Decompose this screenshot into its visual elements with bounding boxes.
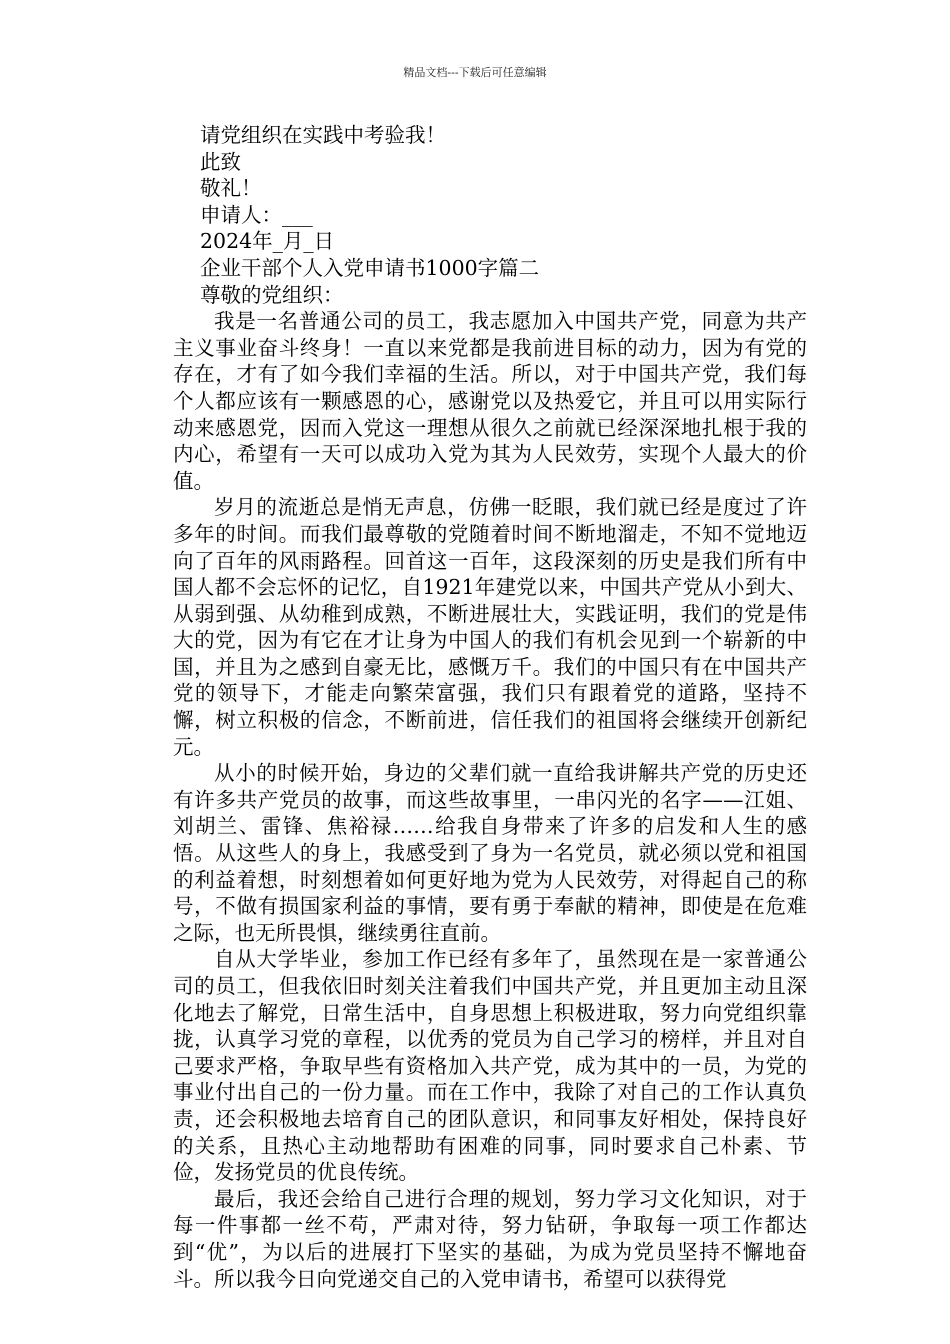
date-line: 2024年_月_日 bbox=[200, 229, 335, 254]
paragraph-2: 岁月的流逝总是悄无声息，仿佛一眨眼，我们就已经是度过了许多年的时间。而我们最尊敬的党随着时间不断地溜走，不知不觉地迈向了百年的风雨路程。回首这一百年，这段深刻的历史是我们所有中国人都不会忘怀的记忆，自1921年建党以来，中国共产党从小到大、从弱到强、从幼稚到成熟，不断进展壮大，实践证明，我们的党是伟大的党，因为有它在才让身为中国人的我们有机会见到一个崭新的中国，并且为之感到自豪无比，感慨万千。我们的中国只有在中国共产党的领导下，才能走向繁荣富强，我们只有跟着党的道路，坚持不懈，树立积极的信念，不断前进，信任我们的祖国将会继续开创新纪元。 bbox=[173, 495, 807, 759]
paragraph-4: 自从大学毕业，参加工作已经有多年了，虽然现在是一家普通公司的员工，但我依旧时刻关注着我们中国共产党，并且更加主动且深化地去了解党，日常生活中，自身思想上积极进取，努力向党组织靠拢，认真学习党的章程，以优秀的党员为自己学习的榜样，并且对自己要求严格，争取早些有资格加入共产党，成为其中的一员，为党的事业付出自己的一份力量。而在工作中，我除了对自己的工作认真负责，还会积极地去培育自己的团队意识，和同事友好相处，保持良好的关系，且热心主动地帮助有困难的同事，同时要求自己朴素、节俭，发扬党员的优良传统。 bbox=[173, 947, 807, 1185]
paragraph-3: 从小的时候开始，身边的父辈们就一直给我讲解共产党的历史还有许多共产党员的故事，而这些故事里，一串闪光的名字——江姐、刘胡兰、雷锋、焦裕禄……给我自身带来了许多的启发和人生的感悟。从这些人的身上，我感受到了身为一名党员，就必须以党和祖国的利益着想，时刻想着如何更好地为党为人民效劳，对得起自己的称号，不做有损国家利益的事情，要有勇于奉献的精神，即使是在危难之际，也无所畏惧，继续勇往直前。 bbox=[173, 761, 807, 945]
closing-line: 请党组织在实践中考验我！ bbox=[200, 123, 446, 147]
greeting-line: 尊敬的党组织： bbox=[200, 282, 344, 307]
applicant-line: 申请人：___ bbox=[200, 202, 313, 227]
salutation-cizhi: 此致 bbox=[200, 149, 241, 174]
page-header: 精品文档---下载后可任意编辑 bbox=[403, 66, 547, 79]
document-body bbox=[173, 122, 807, 1292]
paragraph-5: 最后，我还会给自己进行合理的规划，努力学习文化知识，对于每一件事都一丝不苟，严肃对待，努力钻研，争取每一项工作都达到“优”，为以后的进展打下坚实的基础，为成为党员坚持不懈地奋斗。所以我今日向党递交自己的入党申请书，希望可以获得党 bbox=[173, 1186, 807, 1291]
salutation-jingli: 敬礼！ bbox=[200, 176, 262, 201]
section-title: 企业干部个人入党申请书1000字篇二 bbox=[200, 255, 540, 280]
paragraph-1: 我是一名普通公司的员工，我志愿加入中国共产党，同意为共产主义事业奋斗终身！一直以来党都是我前进目标的动力，因为有党的存在，才有了如今我们幸福的生活。所以，对于中国共产党，我们每个人都应该有一颗感恩的心，感谢党以及热爱它，并且可以用实际行动来感恩党，因而入党这一理想从很久之前就已经深深地扎根于我的内心，希望有一天可以成功入党为其为人民效劳，实现个人最大的价值。 bbox=[173, 309, 807, 493]
